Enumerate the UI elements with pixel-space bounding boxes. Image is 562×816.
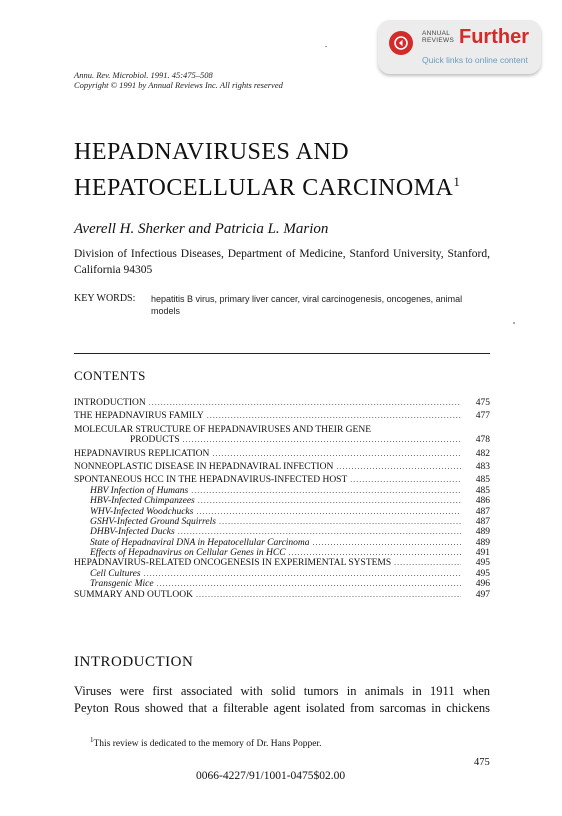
toc-entry-nonneoplastic[interactable] bbox=[74, 462, 490, 472]
toc-label: NONNEOPLASTIC DISEASE IN HEPADNAVIRAL INFECTION bbox=[74, 461, 334, 472]
toc-subentry-dhbv-ducks[interactable] bbox=[74, 527, 490, 537]
toc-page: 497 bbox=[475, 589, 490, 600]
leader-dots bbox=[350, 475, 461, 485]
toc-page: 477 bbox=[475, 411, 490, 422]
toc-page: 487 bbox=[475, 516, 490, 527]
leader-dots bbox=[157, 579, 461, 589]
leader-dots bbox=[196, 590, 461, 600]
toc-label: MOLECULAR STRUCTURE OF HEPADNAVIRUSES AND THEIR GENE bbox=[74, 424, 371, 435]
section-divider bbox=[74, 353, 490, 354]
table-of-contents bbox=[74, 398, 490, 600]
toc-label: DHBV-Infected Ducks bbox=[90, 527, 175, 538]
title-line-2: HEPATOCELLULAR CARCINOMA bbox=[74, 175, 454, 201]
toc-page: 485 bbox=[475, 485, 490, 496]
toc-label: Cell Cultures bbox=[90, 568, 141, 579]
issn-line: 0066-4227/91/1001-0475$02.00 bbox=[196, 770, 346, 782]
scan-speck bbox=[513, 322, 515, 324]
toc-label: Transgenic Mice bbox=[90, 579, 154, 590]
toc-subentry-cellular-genes[interactable] bbox=[74, 548, 490, 558]
toc-entry-introduction[interactable] bbox=[74, 398, 490, 408]
toc-page: 489 bbox=[475, 537, 490, 548]
leader-dots bbox=[191, 486, 461, 496]
toc-subentry-transgenic-mice[interactable] bbox=[74, 579, 490, 589]
body-line: Viruses were first associated with solid tumors in animals in 1911 when bbox=[74, 684, 490, 698]
toc-subentry-cell-cultures[interactable] bbox=[74, 569, 490, 579]
toc-page: 483 bbox=[475, 461, 490, 472]
toc-label: THE HEPADNAVIRUS FAMILY bbox=[74, 411, 204, 422]
toc-page: 486 bbox=[475, 496, 490, 507]
journal-citation bbox=[74, 70, 283, 90]
toc-label: GSHV-Infected Ground Squirrels bbox=[90, 516, 216, 527]
toc-page: 475 bbox=[475, 398, 490, 408]
toc-label: HBV Infection of Humans bbox=[90, 485, 189, 496]
article-title bbox=[74, 138, 460, 203]
toc-label: Effects of Hepadnavirus on Cellular Genes in HCC bbox=[90, 548, 286, 559]
toc-label: WHV-Infected Woodchucks bbox=[90, 506, 194, 517]
body-line: Peyton Rous showed that a filterable agent isolated from sarcomas in chickens bbox=[74, 701, 490, 715]
badge-tagline: Quick links to online content bbox=[422, 55, 528, 65]
toc-page: 478 bbox=[475, 435, 490, 446]
toc-label: HBV-Infected Chimpanzees bbox=[90, 496, 195, 507]
contents-heading: CONTENTS bbox=[74, 368, 146, 383]
leader-dots bbox=[183, 435, 461, 445]
title-footnote-mark[interactable]: 1 bbox=[453, 174, 461, 189]
toc-subentry-hbv-humans[interactable] bbox=[74, 486, 490, 496]
annual-reviews-logo: ANNUAL REVIEWS bbox=[422, 30, 455, 44]
authors: Averell H. Sherker and Patricia L. Marion bbox=[74, 221, 329, 237]
further-label: Further bbox=[459, 26, 529, 48]
toc-entry-summary[interactable] bbox=[74, 590, 490, 600]
leader-dots bbox=[212, 449, 461, 459]
toc-label: SPONTANEOUS HCC IN THE HEPADNAVIRUS-INFECTED HOST bbox=[74, 475, 348, 486]
toc-page: 495 bbox=[475, 568, 490, 579]
toc-label: PRODUCTS bbox=[130, 435, 180, 446]
introduction-body bbox=[74, 683, 490, 717]
toc-label: State of Hepadnaviral DNA in Hepatocellular Carcinoma bbox=[90, 537, 310, 548]
copyright-line: Copyright © 1991 by Annual Reviews Inc. All rights reserved bbox=[74, 80, 283, 90]
leader-dots bbox=[178, 527, 461, 537]
toc-entry-spontaneous-hcc[interactable] bbox=[74, 475, 490, 485]
keywords: hepatitis B virus, primary liver cancer, viral carcinogenesis, oncogenes, animal models bbox=[151, 294, 463, 316]
toc-page: 487 bbox=[475, 506, 490, 517]
toc-entry-experimental-oncogenesis[interactable] bbox=[74, 558, 490, 568]
toc-subentry-gshv-ground-squirrels[interactable] bbox=[74, 517, 490, 527]
introduction-heading: INTRODUCTION bbox=[74, 654, 194, 670]
toc-subentry-hbv-chimpanzees[interactable] bbox=[74, 496, 490, 506]
toc-page: 495 bbox=[475, 558, 490, 569]
leader-dots bbox=[313, 538, 461, 548]
leader-dots bbox=[394, 558, 461, 568]
leader-dots bbox=[149, 398, 461, 408]
toc-page: 482 bbox=[475, 448, 490, 459]
toc-entry-molecular-structure-cont[interactable] bbox=[74, 435, 490, 445]
toc-page: 489 bbox=[475, 527, 490, 538]
toc-label: SUMMARY AND OUTLOOK bbox=[74, 589, 193, 600]
leader-dots bbox=[289, 548, 461, 558]
leader-dots bbox=[207, 411, 461, 421]
page-number: 475 bbox=[474, 757, 490, 768]
toc-subentry-whv-woodchucks[interactable] bbox=[74, 507, 490, 517]
leader-dots bbox=[144, 569, 461, 579]
toc-entry-replication[interactable] bbox=[74, 449, 490, 459]
affiliation: Division of Infectious Diseases, Department of Medicine, Stanford University, Stanford, California 94305 bbox=[74, 248, 490, 276]
toc-page: 485 bbox=[475, 475, 490, 486]
toc-entry-molecular-structure[interactable] bbox=[74, 425, 490, 435]
toc-subentry-hepadnaviral-dna-state[interactable] bbox=[74, 538, 490, 548]
toc-label: INTRODUCTION bbox=[74, 398, 146, 408]
footnote bbox=[90, 736, 321, 749]
toc-label: HEPADNAVIRUS REPLICATION bbox=[74, 448, 210, 459]
toc-entry-hepadnavirus-family[interactable] bbox=[74, 411, 490, 421]
toc-page: 496 bbox=[475, 579, 490, 590]
keywords-label: KEY WORDS: bbox=[74, 293, 136, 304]
leader-dots bbox=[198, 496, 461, 506]
toc-label: HEPADNAVIRUS-RELATED ONCOGENESIS IN EXPERIMENTAL SYSTEMS bbox=[74, 558, 392, 569]
footnote-mark: 1 bbox=[90, 736, 94, 744]
leader-dots bbox=[336, 462, 461, 472]
title-line-1: HEPADNAVIRUSES AND bbox=[74, 139, 350, 165]
scan-speck bbox=[325, 46, 327, 47]
toc-page: 491 bbox=[475, 548, 490, 559]
further-links-badge[interactable] bbox=[378, 20, 541, 74]
citation-line: Annu. Rev. Microbiol. 1991. 45:475–508 bbox=[74, 70, 213, 80]
arrow-left-circle-icon bbox=[389, 31, 413, 55]
leader-dots bbox=[196, 507, 461, 517]
leader-dots bbox=[219, 517, 461, 527]
footnote-text: This review is dedicated to the memory of Dr. Hans Popper. bbox=[93, 739, 322, 750]
